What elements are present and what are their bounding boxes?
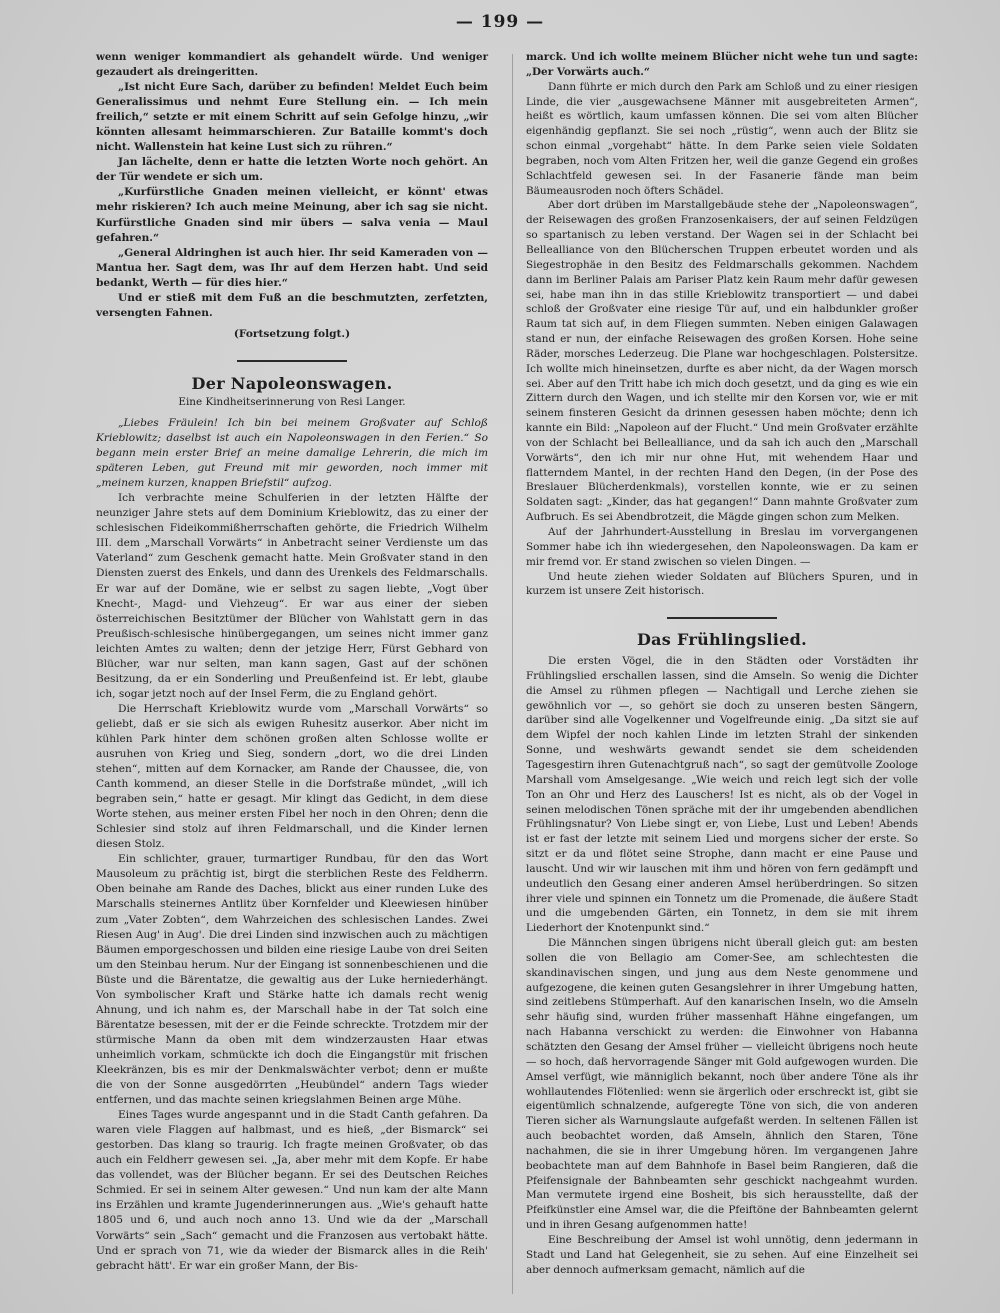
- article-paragraph: Aber dort drüben im Marstallgebäude stehe der „Napoleonswagen“, der Reisewagen des großen Franzosenkaisers, der auf seinen Feldzügen so spartanisch zu leben verstand. Der Wagen sei in der Schlacht bei Belleallianсе von den Blücherschen Truppen erbeutet worden und als Siegestrophäe in den Besitz des Feldmarschalls gekommen. Nachdem dann im Berliner Palais am Pariser Platz kein Raum mehr dafür gewesen sei, habe man ihn in das stille Krieblowitz transportiert — und dabei schloß der Großvater eine riesige Tür auf, und ein halbdunkler großer Raum tat sich auf, in dem Fliegen summten. Neben einigen Galawagen stand er nun, der einfache Reisewagen des großen Korsen. Hohe seine Räder, morsches Lederzeug. Die Plane war hochgeschlagen. Polstersitze. Ich wollte mich hineinsetzen, durfte es aber nicht, da der Wagen morsch sei. Aber auf den Tritt habe ich mich doch gesetzt, und da ging es wie ein Zittern durch den Wagen, und ich stellte mir den Korsen vor, wie er mit seinem finsteren Gesicht da drinnen gesessen haben möchte; denn ich kannte ein Bild: „Napoleon auf der Flucht.“ Und mein Großvater erzählte von der Schlacht bei Belleallianсе, und da sah ich auch den „Marschall Vorwärts“, den ich mir nur ohne Hut, mit wehendem Haar und flatterndem Mantel, in der rechten Hand den Degen, (in der Pose des Breslauer Blücherdenkmals), vorstellen konnte, wie er zu seinen Soldaten sagt: „Kinder, das hat gegangen!“ Dann mahnte Großvater zum Aufbruch. Es sei Abendbrotzeit, die Mägde gingen schon zum Melken.: [526, 199, 918, 524]
- article-paragraph: Und heute ziehen wieder Soldaten auf Blüchers Spuren, und in kurzem ist unsere Zeit historisch.: [526, 570, 918, 598]
- serial-paragraphs: [96, 80, 488, 321]
- to-be-continued: (Fortsetzung folgt.): [233, 327, 351, 340]
- article-paragraph: Ich verbrachte meine Schulferien in der letzten Hälfte der neunziger Jahre stets auf dem Dominium Krieblowitz, das zu einer der schlesischen Fideikommißherrschaften gehörte, die Friedrich Wilhelm III. dem „Marschall Vorwärts“ in Anbetracht seiner Verdienste um das Vaterland“ zum Geschenk gemacht hatte. Mein Großvater stand in den Diensten zuerst des Enkels, und dann des Urenkels des Feldmarschalls. Er war auf der Domäne, wie er selbst zu sagen liebte, „Vogt über Knecht-, Magd- und Viehzeug“. Er war aus einer der sieben österreichischen Besitztümer der Blücher von Wahlstatt gern in das Preußisch-schlesische hinübergegangen, um seines nicht immer ganz leichten Amtes zu walten; denn der jetzige Herr, Fürst Gebhard von Blücher, war nur selten, man kann sagen, Gast auf der schönen Besitzung, da er ein Sonderling und Preußenfeind ist. Er lebt, glaube ich, sogar jetzt noch auf der Insel Ferm, die zu England gehört.: [96, 492, 488, 700]
- article2-paragraph: Die ersten Vögel, die in den Städten oder Vorstädten ihr Frühlingslied erschallen lassen, sind die Amseln. So wenig die Dichter die Amsel zu rühmen pflegen — Nachtigall und Lerche ziehen sie gewöhnlich vor —, so gehört sie doch zu unseren besten Sängern, darüber sind alle Vogelkenner und Vogelfreunde einig. „Da sitzt sie auf dem Wipfel der noch kahlen Linde im letzten Strahl der sinkenden Sonne, und weshwärts gewandt sendet sie dem scheidenden Tagesgestirn ihren Gutenachtgruß nach“, so sagt der gemütvolle Zoologe Marshall vom Amselgesange. „Wie weich und reich legt sich der volle Ton an Ohr und Herz des Lauschers! Ist es nicht, als ob der Vogel in seinen melodischen Tönen spräche mit der ihr umgebenden abendlichen Frühlingsnatur? Von Liebe singt er, von Liebe, Lust und Leben! Abends ist er fast der letzte mit seinem Lied und morgens sicher der erste. So sitzt er da und flötet seine Strophe, dann macht er eine Pause und lauscht. Und wir wir lauschen mit ihm und hören von fern gedämpft und undeutlich den Gesang einer anderen Amsel herüberdringen. So sitzen ihrer viele und spinnen ein Tonnetz um die Promenade, die äußere Stadt und die umgebenden Gärten, ein Tonnetz, in dem sie mit ihrem Liederhort der Knotenpunkt sind.“: [526, 655, 918, 935]
- serial-paragraph: Und er stieß mit dem Fuß an die beschmutzten, zerfetzten, versengten Fahnen.: [96, 291, 488, 319]
- serial-paragraph: „General Aldringhen ist auch hier. Ihr seid Kameraden von — Mantua her. Sagt dem, was Ihr auf dem Herzen habt. Und seid bedankt, Werth — für dies hier.“: [96, 246, 488, 289]
- article-paragraph: Ein schlichter, grauer, turmartiger Rundbau, für den das Wort Mausoleum zu prächtig ist, birgt die sterblichen Reste des Feldherrn. Oben beinahe am Rande des Daches, blickt aus einer runden Luke des Marschalls steinernes Antlitz über Kornfelder und Kleewiesen hinüber zum „Vater Zobten“, dem Wahrzeichen des schlesischen Landes. Zwei Riesen Aug' in Aug'. Die drei Linden sind inzwischen auch zu mächtigen Bäumen emporgeschossen und bilden eine riesige Laube von drei Seiten um den Steinbau herum. Nur der Eingang ist sonnenbeschienen und die Büste und die Bärentatze, die gewaltig aus der Luke herniederhängt. Von symbolischer Kraft und Stärke hatte ich damals recht wenig Ahnung, und ich nahm es, der Marschall habe in der Tat solch eine Bärentatze besessen, mit der er die Feinde schreckte. Trotzdem mir der stürmische Mann da oben mit dem windzerzausten Haar etwas unheimlich vorkam, schmückte ich doch die Eingangstür mit frischen Kleekränzen, bis es mir der Denkmalswächter verbot; denn er mußte die von der Sonne ausgedörrten „Heubündel“ andern Tags wieder entfernen, und das machte seinen kriegslahmen Beinen arge Mühe.: [96, 853, 488, 1107]
- left-column: [96, 50, 488, 1274]
- article-paragraph: Auf der Jahrhundert-Ausstellung in Breslau im vorvergangenen Sommer habe ich ihn wiedergesehen, den Napoleonswagen. Da kam er mir fremd vor. Er stand zwischen so vielen Dingen. —: [526, 526, 918, 568]
- right-column: [526, 50, 918, 1278]
- article2-title: Das Frühlingslied.: [636, 630, 808, 650]
- article2-paragraph: Eine Beschreibung der Amsel ist wohl unnötig, denn jedermann in Stadt und Land hat Gelegenheit, sie zu sehen. Auf eine Einzelheit sei aber dennoch aufmerksam gemacht, nämlich auf die: [526, 1233, 918, 1276]
- serial-paragraph: Jan lächelte, denn er hatte die letzten Worte noch gehört. An der Tür wendete er sich um.: [96, 156, 488, 184]
- section-rule: [667, 617, 777, 619]
- article-paragraph: Eines Tages wurde angespannt und in die Stadt Canth gefahren. Da waren viele Flaggen auf halbmast, und es hieß, „der Bismarck“ sei gestorben. Das klang so traurig. Ich fragte meinen Großvater, ob das auch ein Feldherr gewesen sei. „Ja, aber mehr mit dem Kopfe. Er habe das vollendet, was der Blücher begann. Er sei des Deutschen Reiches Schmied. Er sei in seinem Alter gewesen.“ Und nun kam der alte Mann ins Erzählen und kramte Jugenderinnerungen aus. „Wie's gehauft hatte 1805 und 6, und auch noch anno 13. Und wie da der „Marschall Vorwärts“ sein „Sach“ gemacht und die Franzosen aus vertobakt hätte. Und er sprach von 71, wie da wieder der Bismarck alles in die Reih' gebracht hätt'. Er war ein großer Mann, der Bis-: [96, 1109, 488, 1272]
- article-title: Der Napoleonswagen.: [191, 373, 393, 393]
- article-byline: Eine Kindheitserinnerung von Resi Langer.: [178, 395, 406, 408]
- article2-paragraph: Die Männchen singen übrigens nicht überall gleich gut: am besten sollen die von Bellagio am Comer-See, am schlechtesten die skandinavischen singen, und jung aus dem Neste genommene und aufgezogene, die keinen guten Gesangslehrer in ihrer Umgebung hatten, sind zeitlebens Stümperhaft. Auf den kanarischen Inseln, wo die Amseln sehr häufig sind, wurden früher massenhaft Hähne eingefangen, um nach Habanna verschickt zu werden: die Einwohner von Habanna schätzten den Gesang der Amsel früher — vielleicht übrigens noch heute — so hoch, daß hervorragende Sänger mit Gold aufgewogen wurden. Die Amsel verfügt, wie männiglich bekannt, noch über andere Töne als ihr wohllautendes Flötenlied: wenn sie ärgerlich oder erschreckt ist, gibt sie eigentümlich schnalzende, aufgeregte Töne von sich, die von anderen Tieren sicher als Warnungslaute aufgefaßt werden. In seltenen Fällen ist auch beobachtet worden, daß Amseln, ähnlich den Staren, Töne nachahmen, die sie in ihrer Umgebung hören. Im vergangenen Jahre beobachtete man auf dem Bahnhofe in Basel beim Rangieren, daß die Pfeifensignale der Bahnbeamten sehr geschickt nachgeahmt wurden. Man vermutete irgend eine Bosheit, bis sich herausstellte, daß der Pfeifkünstler eine Amsel war, die die Pfeiftöne der Bahnbeamten gelernt und in ihren Gesang aufgenommen hatte!: [526, 937, 918, 1232]
- section-rule: [237, 360, 347, 362]
- column-divider: [512, 54, 513, 1294]
- article-continuation: marck. Und ich wollte meinem Blücher nicht wehe tun und sagte: „Der Vorwärts auch.“: [526, 51, 918, 78]
- serial-paragraph: „Ist nicht Eure Sach, darüber zu befinden! Meldet Euch beim Generalissimus und nehmt Eure Stellung ein. — Ich mein freilich,“ setzte er mit einem Schritt auf sein Gefolge hinzu, „wir könnten allesamt heimmarschieren. Zur Bataille kommt's doch nicht. Wallenstein hat keine Lust sich zu rühren.“: [96, 81, 488, 154]
- article-paragraph: „Liebes Fräulein! Ich bin bei meinem Großvater auf Schloß Krieblowitz; daselbst ist auch ein Napoleonswagen in den Ferien.“ So begann mein erster Brief an meine damalige Lehrerin, die mich im späteren Leben, gut Freund mit mir geworden, noch immer mit „meinem kurzen, knappen Briefstil“ aufzog.: [96, 416, 488, 490]
- serial-paragraph: „Kurfürstliche Gnaden meinen vielleicht, er könnt' etwas mehr riskieren? Ich auch meine Meinung, aber ich sag sie nicht. Kurfürstliche Gnaden sind mir übers — salva venia — Maul gefahren.“: [96, 186, 488, 244]
- article-paragraph: Die Herrschaft Krieblowitz wurde vom „Marschall Vorwärts“ so geliebt, daß er sie sich als ewigen Ruhesitz auserkor. Aber nicht im kühlen Park hinter dem schönen großen alten Schlosse wollte er ausruhen von Krieg und Sieg, sondern „dort, wo die drei Linden stehen“, mitten auf dem Kornacker, am Rande der Chaussee, die, von Canth kommend, an dieser Stelle in die Dorfstraße mündet, „will ich begraben sein,“ hatte er gesagt. Mir klingt das Gedicht, in dem diese Worte stehen, aus meiner ersten Fibel her noch in den Ohren; denn die Schlesier sind stolz auf ihren Feldmarschall, und die Kinder lernen diesen Stolz.: [96, 702, 488, 851]
- serial-continuation: wenn weniger kommandiert als gehandelt würde. Und weniger gezaudert als dreingeritten.: [96, 51, 488, 79]
- article-paragraph: Dann führte er mich durch den Park am Schloß und zu einer riesigen Linde, die vier „ausgewachsene Männer mit ausgebreiteten Armen“, heißt es wörtlich, kaum umfassen können. Die sei vom alten Blücher eigenhändig gepflanzt. Sie sei noch „rüstig“, wenn auch der Blitz sie schon einmal „vorgehabt“ hätte. In dem Parke seien viele Soldaten begraben, noch vom Alten Fritzen her, weil die ganze Gegend ein großes Schlachtfeld gewesen sei. In der Fasanerie fände man beim Bäumeausroden noch öfters Schädel.: [526, 80, 918, 197]
- page-number: — 199 —: [455, 12, 545, 32]
